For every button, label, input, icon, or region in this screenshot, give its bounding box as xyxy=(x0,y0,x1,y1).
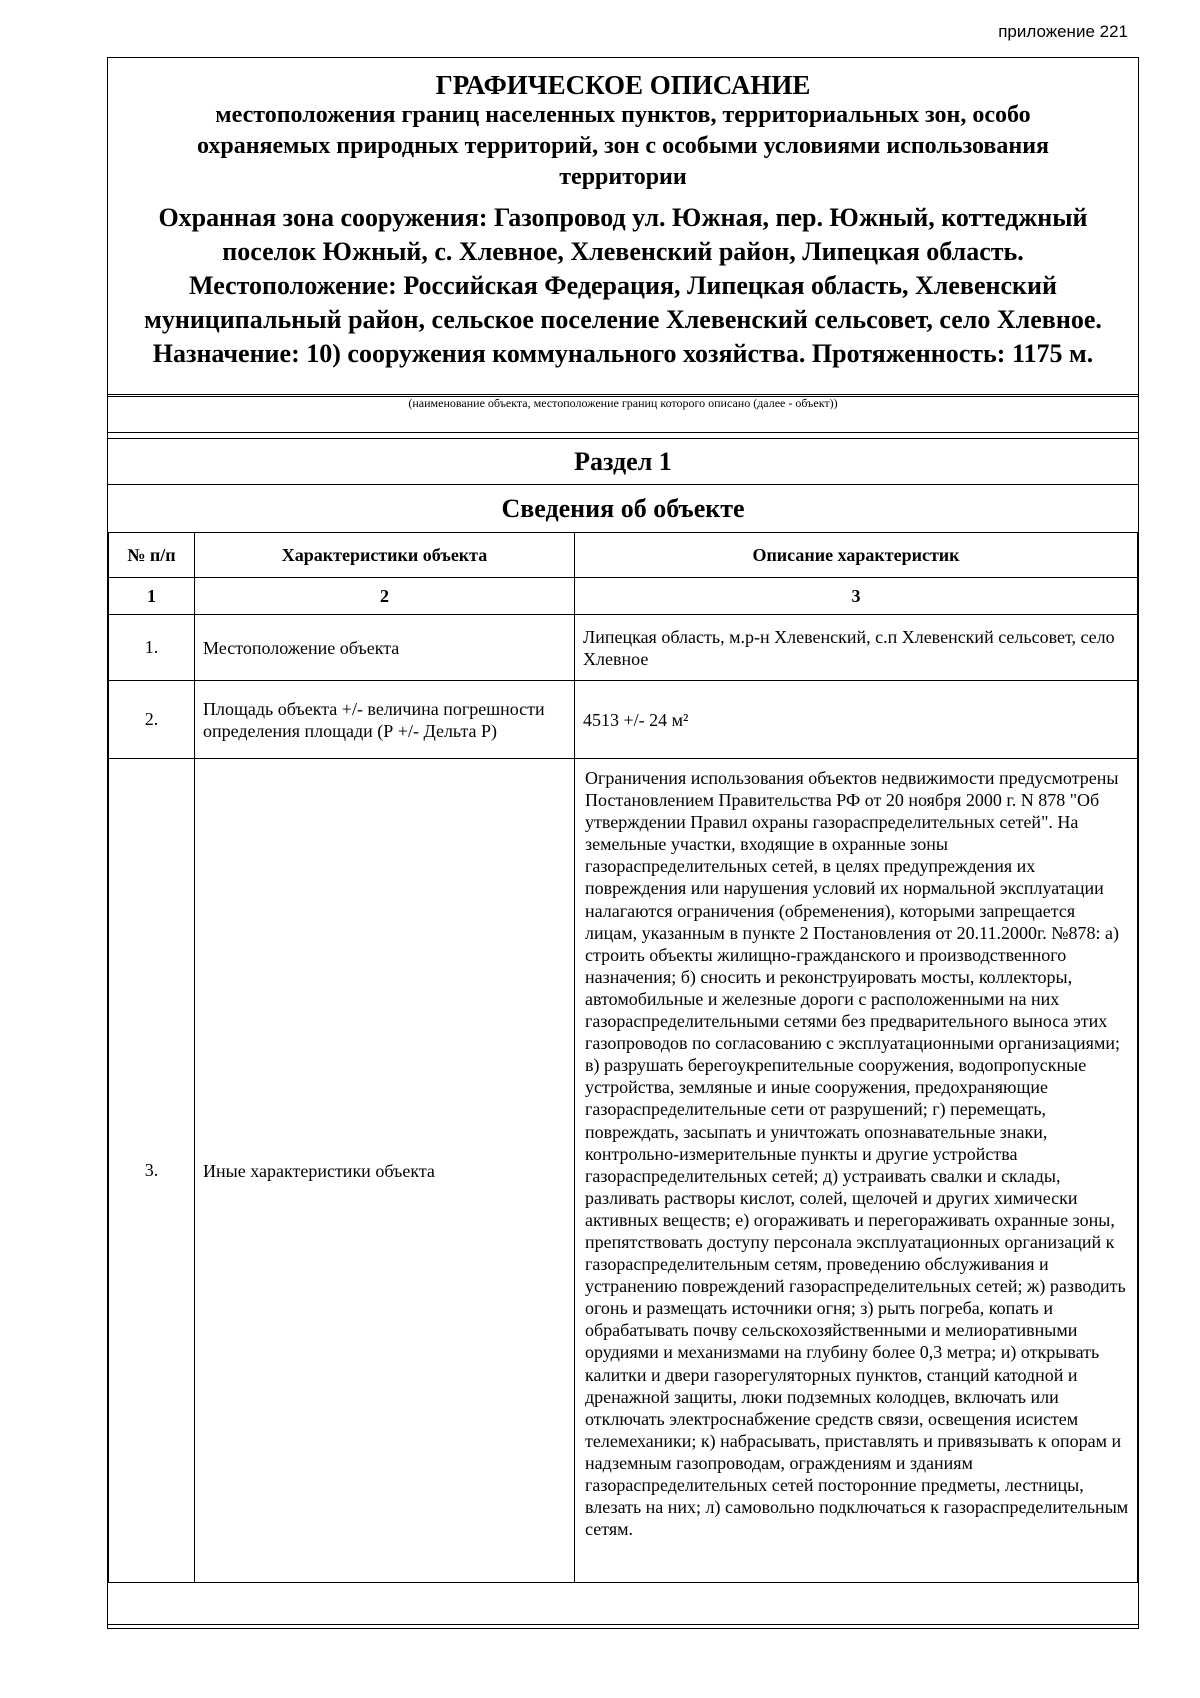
table-row xyxy=(109,759,1138,1583)
header-characteristic: Характеристики объекта xyxy=(195,533,575,578)
row-description: Ограничения использования объектов недвижимости предусмотрены Постановлением Правительства РФ от 20 ноября 2000 г. N 878 "Об утверждении Правил охраны газораспределительных сетей". На земельные участки, входящие в охранные зоны газораспределительных сетей, в целях предупреждения их повреждения или нарушения условий их нормальной эксплуатации налагаются ограничения (обременения), которыми запрещается лицам, указанным в пункте 2 Постановления от 20.11.2000г. №878: а) строить объекты жилищно-гражданского и производственного назначения; б) сносить и реконструировать мосты, коллекторы, автомобильные и железные дороги с расположенными на них газораспределительными сетями без предварительного выноса этих газопроводов по согласованию с эксплуатационными организациями; в) разрушать берегоукрепительные сооружения, водопропускные устройства, земляные и иные сооружения, предохраняющие газораспределительные сети от разрушений; г) перемещать, повреждать, засыпать и уничтожать опознавательные знаки, контрольно-измерительные пункты и другие устройства газораспределительных сетей; д) устраивать свалки и склады, разливать растворы кислот, солей, щелочей и других химически активных веществ; е) огораживать и перегораживать охранные зоны, препятствовать доступу персонала эксплуатационных организаций к газораспределительным сетям, проведению обслуживания и устранению повреждений газораспределительных сетей; ж) разводить огонь и размещать источники огня; з) рыть погреба, копать и обрабатывать почву сельскохозяйственными и мелиоративными орудиями и механизмами на глубину более 0,3 метра; и) открывать калитки и двери газорегуляторных пунктов, станций катодной и дренажной защиты, люки подземных колодцев, включать или отключать электроснабжение средств связи, освещения исистем телемеханики; к) набрасывать, приставлять и привязывать к опорам и надземным газопроводам, ограждениям и зданиям газораспределительных сетей посторонние предметы, лестницы, влезать на них; л) самовольно подключаться к газораспределительным сетям. xyxy=(575,759,1138,1583)
column-number-row xyxy=(109,578,1138,615)
row-description: 4513 +/- 24 м² xyxy=(575,681,1138,759)
column-number: 3 xyxy=(575,578,1138,615)
row-number: 1. xyxy=(109,615,195,681)
document-header xyxy=(108,58,1138,397)
object-caption: (наименование объекта, местоположение границ которого описано (далее - объект)) xyxy=(108,396,1138,433)
header-description: Описание характеристик xyxy=(575,533,1138,578)
object-description: Охранная зона сооружения: Газопровод ул. Южная, пер. Южный, коттеджный поселок Южный, с. Хлевное, Хлевенский район, Липецкая область. Местоположение: Российская Федерация, Липецкая область, Хлевенский муниципальный район, сельское поселение Хлевенский сельсовет, село Хлевное. Назначение: 10) сооружения коммунального хозяйства. Протяженность: 1175 м. xyxy=(144,203,1102,368)
table-row xyxy=(109,615,1138,681)
document-subtitle: местоположения границ населенных пунктов, территориальных зон, особо охраняемых природных территорий, зон с особыми условиями использования территории xyxy=(196,102,1050,190)
document-title: ГРАФИЧЕСКОЕ ОПИСАНИЕ xyxy=(435,70,811,100)
bottom-rule xyxy=(107,1624,1139,1625)
row-characteristic: Местоположение объекта xyxy=(195,615,575,681)
object-info-table xyxy=(108,532,1138,1583)
row-characteristic: Площадь объекта +/- величина погрешности определения площади (Р +/- Дельта Р) xyxy=(195,681,575,759)
table-header-row xyxy=(109,533,1138,578)
section-subtitle: Сведения об объекте xyxy=(108,484,1138,532)
document-frame xyxy=(107,57,1139,1629)
section-spacer xyxy=(108,432,1138,433)
table-row xyxy=(109,681,1138,759)
row-number: 2. xyxy=(109,681,195,759)
row-number: 3. xyxy=(109,759,195,1583)
header-number: № п/п xyxy=(109,533,195,578)
section-title: Раздел 1 xyxy=(108,438,1138,484)
column-number: 1 xyxy=(109,578,195,615)
row-characteristic: Иные характеристики объекта xyxy=(195,759,575,1583)
row-description: Липецкая область, м.р-н Хлевенский, с.п Хлевенский сельсовет, село Хлевное xyxy=(575,615,1138,681)
column-number: 2 xyxy=(195,578,575,615)
appendix-label: приложение 221 xyxy=(998,22,1128,41)
